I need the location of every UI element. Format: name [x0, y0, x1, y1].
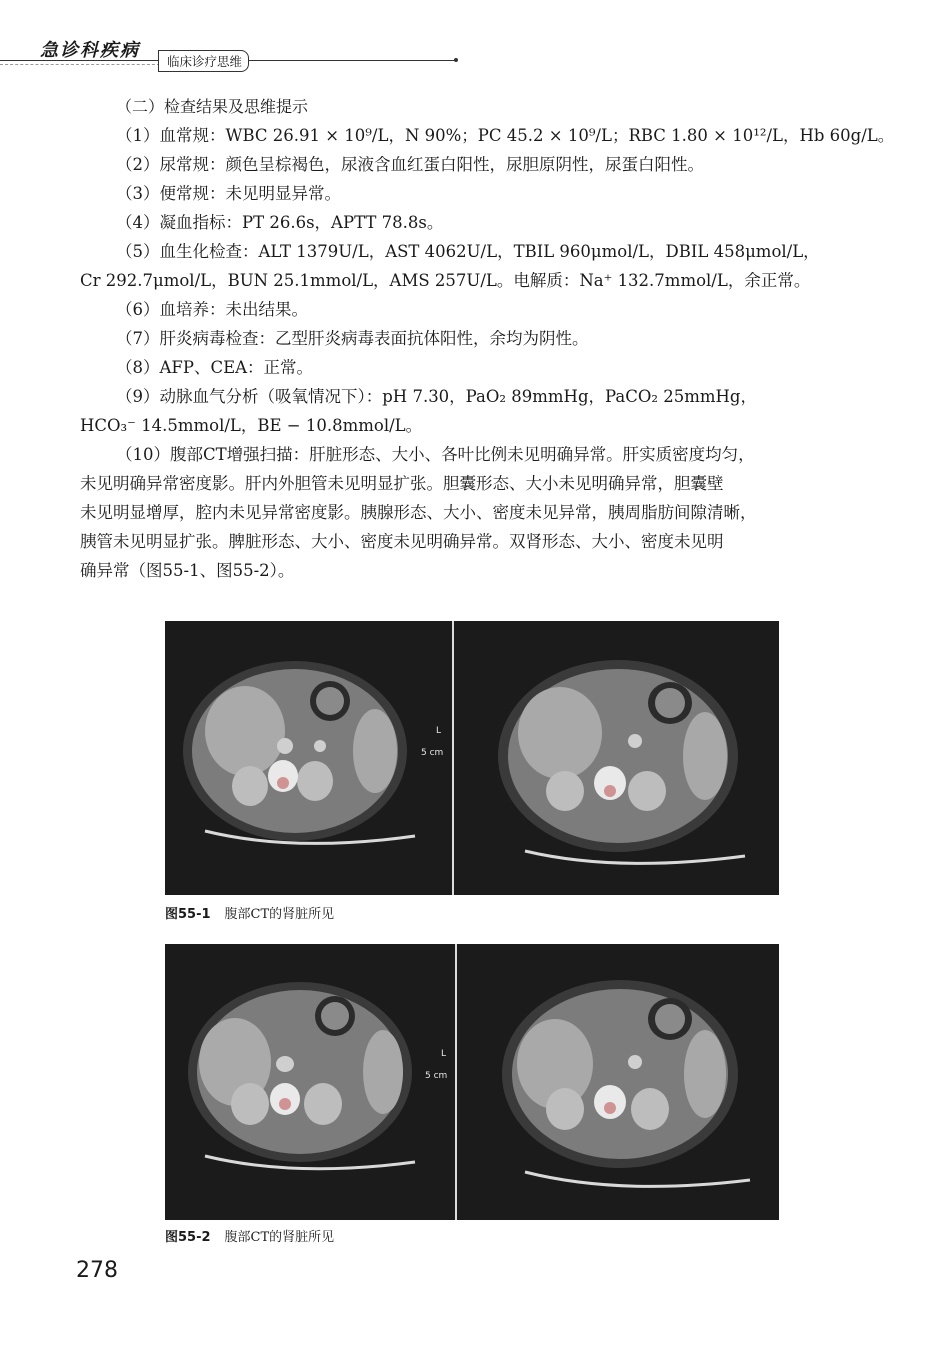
- item-10-cont-2: 未见明显增厚，腔内未见异常密度影。胰腺形态、大小、密度未见异常，胰周脂肪间隙清晰，: [80, 503, 757, 522]
- item-text: 便常规：未见明显异常。: [159, 184, 341, 203]
- item-5: [80, 237, 866, 266]
- item-label: （9）: [116, 387, 160, 406]
- figure-caption-text: 腹部CT的肾脏所见: [224, 907, 335, 922]
- item-text: 血培养：未出结果。: [159, 300, 308, 319]
- item-9-cont: HCO₃⁻ 14.5mmol/L，BE − 10.8mmol/L。: [80, 416, 423, 435]
- item-label: （2）: [116, 155, 160, 174]
- item-text: 凝血指标：PT 26.6s，APTT 78.8s。: [159, 213, 444, 232]
- scale-label: 5 cm: [425, 1071, 448, 1081]
- ct-slice-right: [502, 980, 750, 1186]
- ct-figure-55-1: [165, 621, 779, 895]
- figure-caption-55-2: [165, 1226, 334, 1245]
- orientation-marker: L: [441, 1049, 447, 1059]
- item-text: 血生化检查：ALT 1379U/L，AST 4062U/L，TBIL 960μmol/L，DBIL 458μmol/L，: [159, 242, 820, 261]
- item-6: [80, 295, 866, 324]
- series-badge: 临床诊疗思维: [158, 50, 249, 72]
- item-text: AFP、CEA：正常。: [159, 358, 314, 377]
- item-text: 尿常规：颜色呈棕褐色，尿液含血红蛋白阳性，尿胆原阴性，尿蛋白阳性。: [159, 155, 704, 174]
- ct-scan-image: [165, 621, 779, 895]
- item-label: （3）: [116, 184, 160, 203]
- figure-caption-text: 腹部CT的肾脏所见: [224, 1230, 335, 1245]
- item-text: 腹部CT增强扫描：肝脏形态、大小、各叶比例未见明确异常。肝实质密度均匀，: [170, 445, 755, 464]
- item-1: [80, 121, 895, 150]
- scale-label: 5 cm: [421, 748, 444, 758]
- item-label: （8）: [116, 358, 160, 377]
- item-2: [80, 150, 866, 179]
- item-text: 肝炎病毒检查：乙型肝炎病毒表面抗体阳性，余均为阴性。: [159, 329, 589, 348]
- item-7: [80, 324, 866, 353]
- item-text: 血常规：WBC 26.91 × 10⁹/L，N 90%；PC 45.2 × 10⁹/L；RBC 1.80 × 10¹²/L，Hb 60g/L。: [159, 126, 895, 145]
- header-rule-end-dot: [454, 58, 458, 62]
- item-9: [80, 382, 866, 411]
- item-10-cont-4: 确异常（图55-1、图55-2）。: [80, 561, 295, 580]
- page-number: 278: [76, 1258, 118, 1283]
- item-label: （1）: [116, 126, 160, 145]
- running-header-title: 急诊科疾病: [40, 40, 140, 61]
- ct-slice-left: [188, 982, 415, 1169]
- figure-number: 图55-1: [165, 907, 211, 922]
- item-10-cont-1: 未见明确异常密度影。肝内外胆管未见明显扩张。胆囊形态、大小未见明确异常，胆囊壁: [80, 474, 724, 493]
- ct-slice-right: [498, 660, 745, 863]
- item-8: [80, 353, 866, 382]
- item-label: （6）: [116, 300, 160, 319]
- header-dashed-rule: [0, 64, 160, 65]
- item-4: [80, 208, 866, 237]
- section-title: （二）检查结果及思维提示: [116, 97, 309, 116]
- item-label: （10）: [116, 445, 170, 464]
- item-10-cont-3: 胰管未见明显扩张。脾脏形态、大小、密度未见明确异常。双肾形态、大小、密度未见明: [80, 532, 724, 551]
- item-label: （7）: [116, 329, 160, 348]
- item-10: [80, 440, 866, 469]
- exam-results-section: [80, 92, 895, 585]
- item-label: （4）: [116, 213, 160, 232]
- item-5-cont: Cr 292.7μmol/L，BUN 25.1mmol/L，AMS 257U/L。电解质：Na⁺ 132.7mmol/L，余正常。: [80, 271, 811, 290]
- figure-number: 图55-2: [165, 1230, 211, 1245]
- ct-scan-image: [165, 944, 779, 1220]
- item-text: 动脉血气分析（吸氧情况下）：pH 7.30，PaO₂ 89mmHg，PaCO₂ 25mmHg，: [159, 387, 757, 406]
- figure-caption-55-1: [165, 903, 334, 922]
- item-3: [80, 179, 866, 208]
- ct-figure-55-2: [165, 944, 779, 1220]
- orientation-marker: L: [436, 726, 442, 736]
- item-label: （5）: [116, 242, 160, 261]
- ct-slice-left: [183, 661, 415, 843]
